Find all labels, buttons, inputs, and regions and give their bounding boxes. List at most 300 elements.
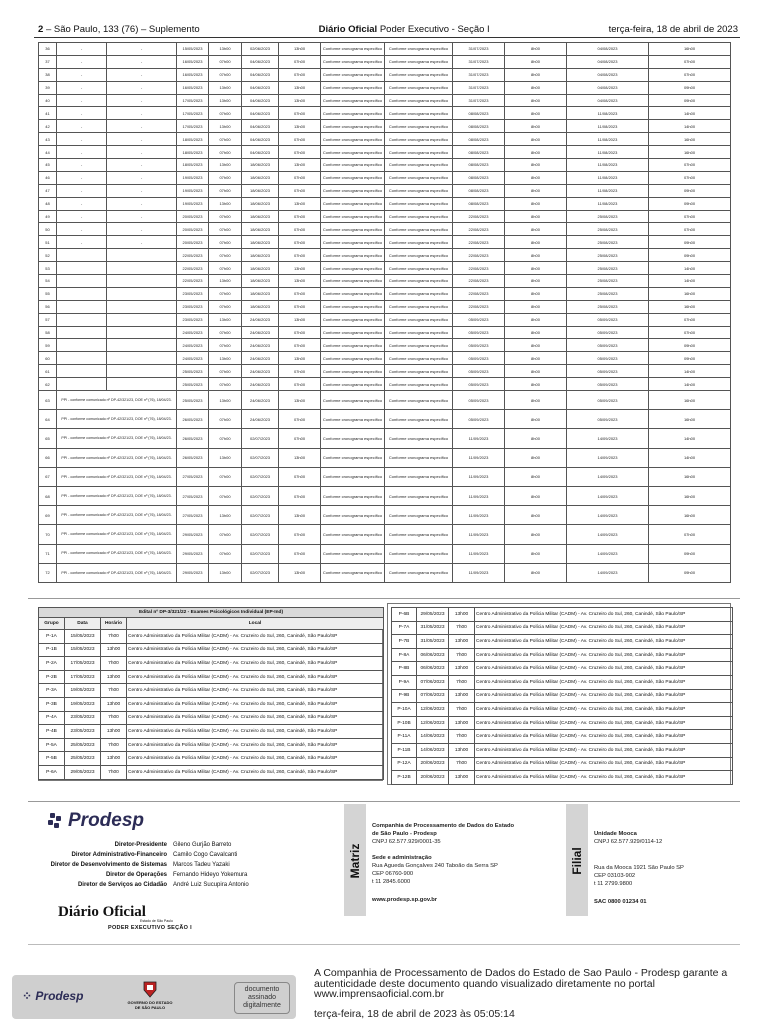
- edital-cell: 14/06/2023: [417, 743, 449, 757]
- table-row: [39, 107, 731, 120]
- table-cell: 62: [39, 378, 57, 391]
- table-cell: 8h00: [505, 300, 567, 313]
- table-cell: 07h00: [209, 544, 242, 563]
- table-cell: 18/06/2023: [242, 210, 279, 223]
- table-cell: 11/08/2023: [567, 184, 649, 197]
- edital-local-cell: Centro Administrativo da Polícia Militar (CADM) - Av. Cruzeiro do Sul, 260, Canindé, São Paulo/SP: [127, 738, 384, 752]
- table-cell: 07h00: [279, 365, 321, 378]
- edital-row: [39, 765, 384, 779]
- table-cell: 70: [39, 525, 57, 544]
- table-cell: 51: [39, 236, 57, 249]
- edital-cell: P-3A: [39, 684, 65, 698]
- table-cell: 8h00: [505, 448, 567, 467]
- table-cell: Conforme cronograma específico: [385, 171, 453, 184]
- staff-row: [40, 860, 360, 870]
- table-cell: 13h00: [209, 448, 242, 467]
- matriz-cnpj: CNPJ 62.577.929/0001-35: [372, 839, 441, 845]
- table-cell: 07h00: [279, 486, 321, 505]
- table-cell: Conforme cronograma específico: [321, 275, 385, 288]
- table-cell: 22/08/2023: [453, 262, 505, 275]
- table-cell: 24/06/2023: [242, 365, 279, 378]
- edital-cell: 23/05/2023: [65, 711, 101, 725]
- table-cell: Conforme cronograma específico: [385, 68, 453, 81]
- table-cell: 09h00: [649, 544, 731, 563]
- table-cell: 25/08/2023: [567, 236, 649, 249]
- table-cell: 09h00: [649, 236, 731, 249]
- table-cell: 52: [39, 249, 57, 262]
- table-cell: 18/06/2023: [242, 197, 279, 210]
- table-cell: PPI - conforme comunicado nº DP-42/321/23, DOE nº (76), 18/04/23.: [57, 467, 177, 486]
- table-cell: PPI - conforme comunicado nº DP-42/321/23, DOE nº (76), 18/04/23.: [57, 544, 177, 563]
- edital-row: [39, 643, 384, 657]
- table-cell: Conforme cronograma específico: [321, 467, 385, 486]
- table-cell: 05/09/2023: [453, 391, 505, 410]
- table-cell: 46: [39, 171, 57, 184]
- edital-cell: 31/05/2023: [417, 621, 449, 635]
- table-cell: -: [107, 55, 177, 68]
- table-cell: [107, 313, 177, 326]
- filial-label: Filial: [570, 847, 584, 875]
- table-cell: -: [57, 133, 107, 146]
- table-cell: 8h00: [505, 81, 567, 94]
- table-cell: 18/06/2023: [242, 287, 279, 300]
- table-cell: [57, 339, 107, 352]
- filial-phone: t 11 2799.9800: [594, 881, 633, 887]
- table-cell: -: [107, 223, 177, 236]
- edital-local-cell: Centro Administrativo da Polícia Militar (CADM) - Av. Cruzeiro do Sul, 260, Canindé, São Paulo/SP: [127, 630, 384, 644]
- staff-name: Gileno Gurjão Barreto: [173, 842, 232, 848]
- table-cell: [57, 262, 107, 275]
- table-cell: 07h00: [209, 262, 242, 275]
- matriz-address: Rua Agueda Gonçalves 240 Taboão da Serra SP: [372, 863, 498, 869]
- edital-row: [392, 635, 733, 649]
- table-cell: 07h00: [209, 223, 242, 236]
- table-row: [39, 339, 731, 352]
- filial-info: [594, 830, 734, 906]
- matriz-phone: t 11 2845.6000: [372, 879, 411, 885]
- table-cell: 02/07/2023: [242, 429, 279, 448]
- table-cell: 07h00: [209, 365, 242, 378]
- table-cell: Conforme cronograma específico: [321, 262, 385, 275]
- header-issue: 2 – São Paulo, 133 (76) – Suplemento: [38, 23, 200, 35]
- table-cell: 31/07/2023: [453, 81, 505, 94]
- staff-name: Camilo Cogo Cavalcanti: [173, 852, 238, 858]
- table-cell: 09h00: [649, 81, 731, 94]
- table-cell: Conforme cronograma específico: [321, 544, 385, 563]
- table-cell: -: [107, 120, 177, 133]
- table-row: [39, 486, 731, 505]
- table-cell: 07h00: [209, 410, 242, 429]
- table-cell: 8h00: [505, 467, 567, 486]
- table-cell: 05/09/2023: [453, 352, 505, 365]
- table-cell: 07h00: [209, 339, 242, 352]
- table-cell: 25/05/2023: [177, 378, 209, 391]
- table-cell: 23/05/2023: [177, 313, 209, 326]
- table-cell: 05/09/2023: [453, 378, 505, 391]
- table-cell: 16h00: [649, 506, 731, 525]
- table-cell: Conforme cronograma específico: [385, 563, 453, 582]
- table-cell: 71: [39, 544, 57, 563]
- edital-cell: P-11A: [392, 730, 417, 744]
- table-cell: 08/08/2023: [453, 159, 505, 172]
- table-cell: Conforme cronograma específico: [321, 506, 385, 525]
- edital-cell: 13h00: [449, 689, 475, 703]
- table-cell: 07h00: [209, 287, 242, 300]
- table-cell: -: [107, 94, 177, 107]
- edital-local-cell: Centro Administrativo da Polícia Militar (CADM) - Av. Cruzeiro do Sul, 260, Canindé, São Paulo/SP: [127, 657, 384, 671]
- table-cell: 8h00: [505, 159, 567, 172]
- edital-cell: 23/05/2023: [65, 725, 101, 739]
- table-cell: 55: [39, 287, 57, 300]
- table-cell: 08/08/2023: [453, 133, 505, 146]
- edital-local-cell: Centro Administrativo da Polícia Militar (CADM) - Av. Cruzeiro do Sul, 260, Canindé, São Paulo/SP: [127, 765, 384, 779]
- edital-cell: 7h00: [101, 711, 127, 725]
- table-cell: Conforme cronograma específico: [321, 249, 385, 262]
- table-cell: 13h00: [279, 197, 321, 210]
- edital-cell: 7h00: [101, 657, 127, 671]
- table-cell: [107, 249, 177, 262]
- table-cell: 8h00: [505, 94, 567, 107]
- table-cell: PPI - conforme comunicado nº DP-42/321/23, DOE nº (76), 18/04/23.: [57, 506, 177, 525]
- table-cell: Conforme cronograma específico: [321, 94, 385, 107]
- table-cell: Conforme cronograma específico: [385, 120, 453, 133]
- table-cell: -: [57, 197, 107, 210]
- table-row: [39, 120, 731, 133]
- table-cell: 14/09/2023: [567, 486, 649, 505]
- table-cell: 23/05/2023: [177, 300, 209, 313]
- table-cell: 20/05/2023: [177, 210, 209, 223]
- edital-row: [392, 757, 733, 771]
- table-cell: 04/06/2023: [242, 120, 279, 133]
- table-cell: 8h00: [505, 287, 567, 300]
- table-cell: 14h00: [649, 262, 731, 275]
- table-cell: 04/08/2023: [567, 43, 649, 56]
- edital-cell: 19/05/2023: [65, 684, 101, 698]
- table-cell: 13h00: [209, 391, 242, 410]
- table-cell: 24/05/2023: [177, 326, 209, 339]
- table-cell: Conforme cronograma específico: [321, 146, 385, 159]
- edital-cell: P-8A: [392, 648, 417, 662]
- table-cell: 07h00: [279, 410, 321, 429]
- table-cell: 25/08/2023: [567, 223, 649, 236]
- edital-local-cell: Centro Administrativo da Polícia Militar (CADM) - Av. Cruzeiro do Sul, 260, Canindé, São Paulo/SP: [475, 716, 733, 730]
- table-cell: 04/08/2023: [567, 81, 649, 94]
- edital-row: [392, 648, 733, 662]
- edital-local-cell: Centro Administrativo da Polícia Militar (CADM) - Av. Cruzeiro do Sul, 260, Canindé, São Paulo/SP: [475, 689, 733, 703]
- table-cell: Conforme cronograma específico: [385, 197, 453, 210]
- table-cell: 13h00: [209, 275, 242, 288]
- matriz-site: www.prodesp.sp.gov.br: [372, 897, 438, 903]
- edital-cell: 13h00: [449, 743, 475, 757]
- table-row: [39, 68, 731, 81]
- table-cell: 11/09/2023: [453, 486, 505, 505]
- table-cell: 05/09/2023: [453, 410, 505, 429]
- table-cell: 07h00: [279, 236, 321, 249]
- table-cell: 05/09/2023: [567, 352, 649, 365]
- edital-cell: P-2B: [39, 670, 65, 684]
- table-cell: 13h00: [209, 94, 242, 107]
- edital-cell: P-8B: [392, 662, 417, 676]
- table-cell: 22/08/2023: [453, 300, 505, 313]
- table-cell: 16h00: [649, 300, 731, 313]
- edital-cell: 13h00: [101, 752, 127, 766]
- table-cell: 24/06/2023: [242, 339, 279, 352]
- filial-unit: Unidade Mooca: [594, 831, 637, 837]
- edital-cell: P-7B: [392, 635, 417, 649]
- edital-local-cell: Centro Administrativo da Polícia Militar (CADM) - Av. Cruzeiro do Sul, 260, Canindé, São Paulo/SP: [475, 757, 733, 771]
- table-cell: PPI - conforme comunicado nº DP-42/321/23, DOE nº (76), 18/04/23.: [57, 563, 177, 582]
- table-cell: 29/05/2023: [177, 525, 209, 544]
- footer-prodesp-logo: ⁘ Prodesp: [22, 989, 84, 1003]
- table-cell: Conforme cronograma específico: [385, 467, 453, 486]
- table-cell: Conforme cronograma específico: [385, 262, 453, 275]
- table-cell: Conforme cronograma específico: [321, 55, 385, 68]
- col-data: Data: [65, 618, 101, 630]
- filial-address: Rua da Mooca 1921 São Paulo SP: [594, 865, 684, 871]
- table-cell: 14h00: [649, 378, 731, 391]
- edital-row: [392, 771, 733, 785]
- table-cell: 14h00: [649, 365, 731, 378]
- table-cell: 07h00: [649, 326, 731, 339]
- table-cell: Conforme cronograma específico: [321, 81, 385, 94]
- table-cell: 8h00: [505, 55, 567, 68]
- edital-row: [392, 703, 733, 717]
- table-cell: 25/08/2023: [567, 300, 649, 313]
- edital-row: [392, 608, 733, 622]
- table-cell: 69: [39, 506, 57, 525]
- table-cell: 13h00: [279, 43, 321, 56]
- table-cell: 07h00: [279, 378, 321, 391]
- table-cell: 22/08/2023: [453, 236, 505, 249]
- table-cell: 17/05/2023: [177, 107, 209, 120]
- table-row: [39, 544, 731, 563]
- matriz-sede: Sede e administração: [372, 855, 432, 861]
- table-cell: 07h00: [279, 184, 321, 197]
- table-cell: -: [107, 68, 177, 81]
- col-horario: Horário: [101, 618, 127, 630]
- table-row: [39, 525, 731, 544]
- edital-cell: 25/05/2023: [65, 752, 101, 766]
- table-cell: Conforme cronograma específico: [321, 378, 385, 391]
- table-cell: 25/05/2023: [177, 365, 209, 378]
- table-cell: 04/08/2023: [567, 94, 649, 107]
- edital-cell: 29/05/2023: [417, 608, 449, 622]
- table-cell: -: [107, 184, 177, 197]
- edital-table-right: [391, 607, 733, 785]
- table-cell: PPI - conforme comunicado nº DP-42/321/23, DOE nº (76), 18/04/23.: [57, 486, 177, 505]
- table-cell: Conforme cronograma específico: [385, 81, 453, 94]
- table-cell: Conforme cronograma específico: [385, 339, 453, 352]
- table-cell: 07h00: [649, 159, 731, 172]
- table-cell: 07h00: [279, 467, 321, 486]
- table-cell: -: [57, 81, 107, 94]
- table-cell: 8h00: [505, 563, 567, 582]
- table-cell: 17/05/2023: [177, 94, 209, 107]
- table-cell: [107, 262, 177, 275]
- table-cell: 26/05/2023: [177, 410, 209, 429]
- table-cell: 31/07/2023: [453, 68, 505, 81]
- table-cell: 14/09/2023: [567, 429, 649, 448]
- edital-row: [392, 716, 733, 730]
- table-row: [39, 300, 731, 313]
- edital-local-cell: Centro Administrativo da Polícia Militar (CADM) - Av. Cruzeiro do Sul, 260, Canindé, São Paulo/SP: [475, 675, 733, 689]
- table-cell: 07h00: [209, 55, 242, 68]
- table-cell: 19/05/2023: [177, 171, 209, 184]
- table-cell: 43: [39, 133, 57, 146]
- table-cell: 05/09/2023: [567, 378, 649, 391]
- table-cell: 11/08/2023: [567, 133, 649, 146]
- table-cell: 07h00: [209, 171, 242, 184]
- table-cell: 07h00: [209, 210, 242, 223]
- edital-local-cell: Centro Administrativo da Polícia Militar (CADM) - Av. Cruzeiro do Sul, 260, Canindé, São Paulo/SP: [475, 662, 733, 676]
- table-cell: 11/09/2023: [453, 467, 505, 486]
- table-cell: 02/07/2023: [242, 486, 279, 505]
- edital-cell: 7h00: [101, 765, 127, 779]
- table-cell: Conforme cronograma específico: [321, 287, 385, 300]
- table-cell: 07h00: [209, 68, 242, 81]
- table-cell: Conforme cronograma específico: [321, 429, 385, 448]
- staff-name: Marcos Tadeu Yazaki: [173, 862, 230, 868]
- table-cell: -: [57, 107, 107, 120]
- table-row: [39, 326, 731, 339]
- table-cell: 8h00: [505, 120, 567, 133]
- table-row: [39, 210, 731, 223]
- table-cell: 8h00: [505, 171, 567, 184]
- table-cell: 16/05/2023: [177, 55, 209, 68]
- edital-cell: 7h00: [449, 675, 475, 689]
- table-cell: Conforme cronograma específico: [321, 159, 385, 172]
- table-cell: 16h00: [649, 133, 731, 146]
- table-cell: Conforme cronograma específico: [321, 313, 385, 326]
- table-row: [39, 171, 731, 184]
- table-cell: 16h00: [649, 391, 731, 410]
- table-cell: Conforme cronograma específico: [385, 313, 453, 326]
- table-cell: 04/06/2023: [242, 107, 279, 120]
- edital-row: [39, 657, 384, 671]
- edital-cell: 13h00: [101, 697, 127, 711]
- table-row: [39, 81, 731, 94]
- edital-cell: 13h00: [449, 771, 475, 785]
- table-cell: Conforme cronograma específico: [321, 448, 385, 467]
- staff-row: [40, 880, 360, 890]
- edital-cell: 20/06/2023: [417, 771, 449, 785]
- edital-cell: 7h00: [449, 757, 475, 771]
- table-row: [39, 287, 731, 300]
- signed-document-badge: documento assinado digitalmente: [234, 982, 290, 1014]
- table-cell: -: [107, 107, 177, 120]
- table-cell: 18/06/2023: [242, 184, 279, 197]
- gov-crest-icon: [142, 980, 158, 998]
- staff-name: André Luiz Sucupira Antonio: [173, 882, 249, 888]
- table-cell: 13h00: [279, 448, 321, 467]
- table-cell: [57, 365, 107, 378]
- table-cell: 41: [39, 107, 57, 120]
- table-cell: Conforme cronograma específico: [385, 486, 453, 505]
- table-cell: 19/05/2023: [177, 184, 209, 197]
- table-cell: 07h00: [279, 300, 321, 313]
- table-cell: [57, 313, 107, 326]
- table-cell: 08/08/2023: [453, 120, 505, 133]
- table-row: [39, 262, 731, 275]
- edital-cell: 13h00: [449, 608, 475, 622]
- edital-cell: P-11B: [392, 743, 417, 757]
- table-cell: 36: [39, 43, 57, 56]
- table-cell: Conforme cronograma específico: [321, 352, 385, 365]
- table-cell: 8h00: [505, 525, 567, 544]
- table-cell: 24/06/2023: [242, 352, 279, 365]
- table-cell: -: [107, 236, 177, 249]
- table-cell: 56: [39, 300, 57, 313]
- table-cell: 13h00: [279, 81, 321, 94]
- table-cell: -: [57, 43, 107, 56]
- table-cell: 11/09/2023: [453, 506, 505, 525]
- authenticity-note: A Companhia de Processamento de Dados do Estado de Sao Paulo - Prodesp garante a autenticidade deste documento quando visualizado diretamente no portal www.imprensaoficial.com.br: [314, 967, 728, 1000]
- table-cell: Conforme cronograma específico: [385, 249, 453, 262]
- table-cell: 13h00: [279, 391, 321, 410]
- table-cell: 8h00: [505, 313, 567, 326]
- table-cell: 14/09/2023: [567, 448, 649, 467]
- edital-cell: P-4B: [39, 725, 65, 739]
- table-cell: 25/08/2023: [567, 210, 649, 223]
- edital-cell: 31/05/2023: [417, 635, 449, 649]
- table-cell: 14h00: [649, 107, 731, 120]
- table-cell: 13h00: [209, 159, 242, 172]
- edital-cell: 17/05/2023: [65, 670, 101, 684]
- table-cell: 8h00: [505, 429, 567, 448]
- table-cell: -: [57, 68, 107, 81]
- table-cell: 23/05/2023: [177, 287, 209, 300]
- table-row: [39, 313, 731, 326]
- table-cell: [107, 339, 177, 352]
- table-cell: 13h00: [279, 159, 321, 172]
- table-cell: PPI - conforme comunicado nº DP-42/321/23, DOE nº (76), 18/04/23.: [57, 448, 177, 467]
- table-cell: Conforme cronograma específico: [385, 107, 453, 120]
- table-cell: 07h00: [649, 313, 731, 326]
- table-cell: Conforme cronograma específico: [321, 326, 385, 339]
- table-cell: 27/05/2023: [177, 506, 209, 525]
- table-cell: -: [107, 171, 177, 184]
- table-cell: 54: [39, 275, 57, 288]
- table-cell: 05/09/2023: [453, 326, 505, 339]
- edital-caption: Edital nº DP-3/321/22 - Exames Psicológicos Individual (EP-Ind): [39, 608, 384, 618]
- edital-local-cell: Centro Administrativo da Polícia Militar (CADM) - Av. Cruzeiro do Sul, 260, Canindé, São Paulo/SP: [475, 743, 733, 757]
- table-cell: 08/08/2023: [453, 184, 505, 197]
- filial-cep: CEP 03103-902: [594, 873, 636, 879]
- section-divider: [28, 598, 740, 599]
- table-cell: [57, 378, 107, 391]
- table-cell: 16h00: [649, 287, 731, 300]
- table-row: [39, 133, 731, 146]
- table-cell: 13h00: [209, 197, 242, 210]
- table-cell: [57, 326, 107, 339]
- table-cell: 27/05/2023: [177, 486, 209, 505]
- table-cell: 09h00: [649, 339, 731, 352]
- staff-role: Diretor-Presidente: [114, 842, 167, 848]
- table-cell: 58: [39, 326, 57, 339]
- table-cell: 09h00: [649, 197, 731, 210]
- header-title: Diário Oficial Poder Executivo - Seção I: [318, 23, 490, 35]
- table-cell: 05/09/2023: [453, 313, 505, 326]
- edital-cell: P-1A: [39, 630, 65, 644]
- table-cell: 07h00: [279, 171, 321, 184]
- table-cell: 18/06/2023: [242, 262, 279, 275]
- table-cell: 48: [39, 197, 57, 210]
- table-row: [39, 275, 731, 288]
- table-cell: 04/06/2023: [242, 81, 279, 94]
- table-cell: 8h00: [505, 506, 567, 525]
- table-cell: 22/05/2023: [177, 262, 209, 275]
- table-cell: Conforme cronograma específico: [321, 133, 385, 146]
